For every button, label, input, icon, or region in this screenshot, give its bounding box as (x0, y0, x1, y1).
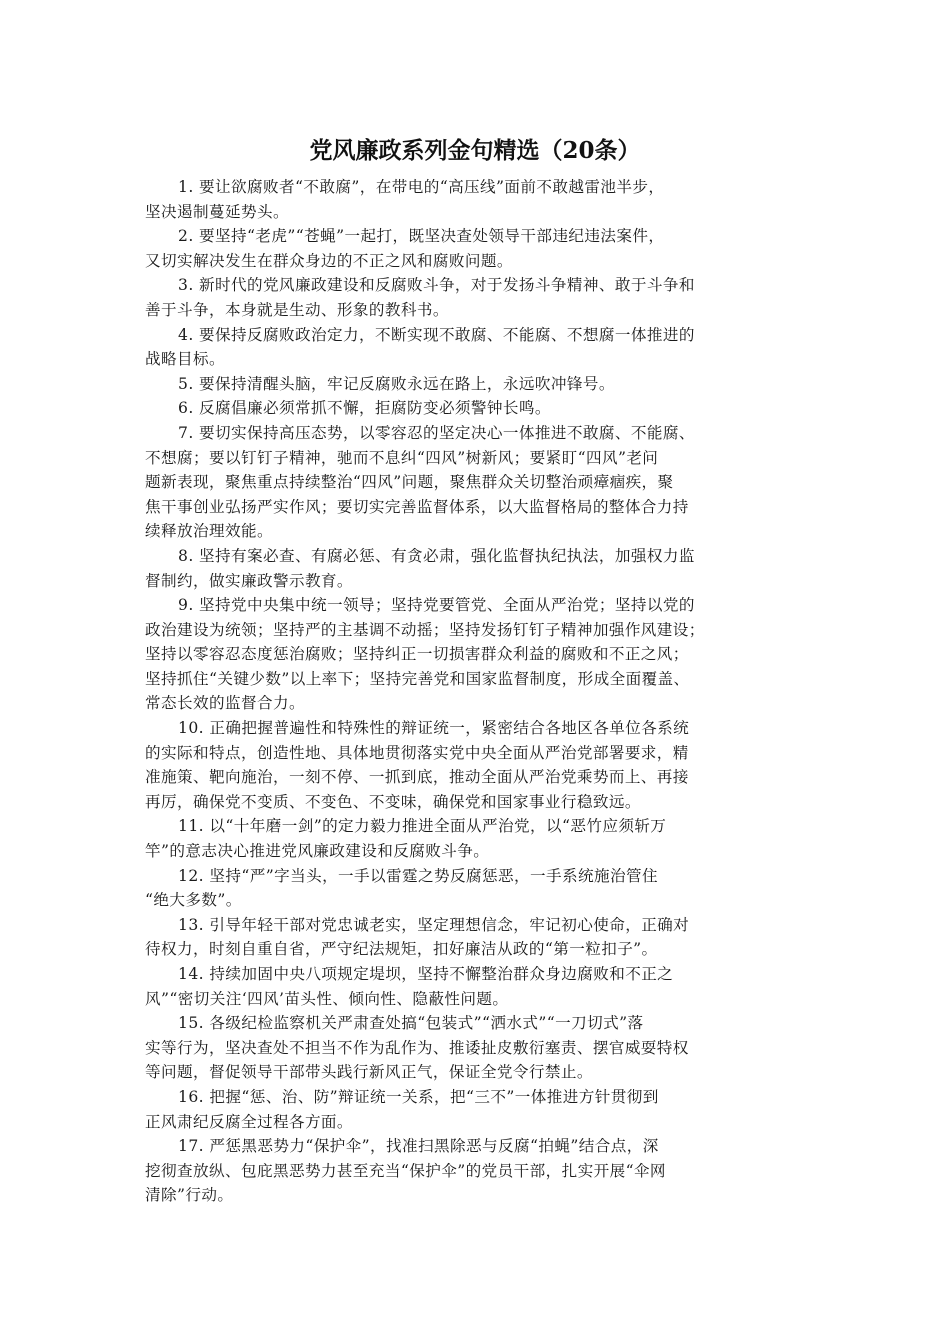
text-line: 15. 各级纪检监察机关严肃查处搞“包装式”“洒水式”“一刀切式”落 (178, 1014, 644, 1033)
list-item (145, 396, 808, 421)
text-line: 实等行为，坚决查处不担当不作为乱作为、推诿扯皮敷衍塞责、摆官威耍特权 (145, 1038, 689, 1057)
text-line: 准施策、靶向施治，一刻不停、一抓到底，推动全面从严治党乘势而上、再接 (145, 768, 689, 787)
text-line: 10. 正确把握普遍性和特殊性的辩证统一，紧密结合各地区各单位各系统 (178, 719, 690, 738)
list-item (145, 175, 808, 224)
text-line: 6. 反腐倡廉必须常抓不懈，拒腐防变必须警钟长鸣。 (178, 399, 551, 418)
text-line: 战略目标。 (145, 350, 225, 369)
text-line: 4. 要保持反腐败政治定力，不断实现不敢腐、不能腐、不想腐一体推进的 (178, 325, 695, 344)
list-item (145, 273, 808, 322)
text-line: 13. 引导年轻干部对党忠诚老实，坚定理想信念，牢记初心使命，正确对 (178, 915, 690, 934)
text-line: 题新表现，聚焦重点持续整治“四风”问题，聚焦群众关切整治顽瘴痼疾，聚 (145, 473, 674, 492)
text-line: 竿”的意志决心推进党风廉政建设和反腐败斗争。 (145, 842, 490, 861)
text-line: 再厉，确保党不变质、不变色、不变味，确保党和国家事业行稳致远。 (145, 792, 641, 811)
list-item (145, 814, 808, 863)
text-line: 挖彻查放纵、包庇黑恶势力甚至充当“保护伞”的党员干部，扎实开展“伞网 (145, 1161, 666, 1180)
text-line: 等问题，督促领导干部带头践行新风正气，保证全党令行禁止。 (145, 1063, 593, 1082)
text-line: 政治建设为统领；坚持严的主基调不动摇；坚持发扬钉钉子精神加强作风建设； (145, 620, 705, 639)
text-line: 7. 要切实保持高压态势，以零容忍的坚定决心一体推进不敢腐、不能腐、 (178, 423, 695, 442)
text-line: 9. 坚持党中央集中统一领导；坚持党要管党、全面从严治党；坚持以党的 (178, 596, 695, 615)
text-line: 8. 坚持有案必查、有腐必惩、有贪必肃，强化监督执纪执法，加强权力监 (178, 546, 695, 565)
text-line: 又切实解决发生在群众身边的不正之风和腐败问题。 (145, 251, 513, 270)
text-line: 正风肃纪反腐全过程各方面。 (145, 1112, 353, 1131)
text-line: 坚决遏制蔓延势头。 (145, 202, 289, 221)
text-line: 3. 新时代的党风廉政建设和反腐败斗争，对于发扬斗争精神、敢于斗争和 (178, 276, 695, 295)
text-line: 坚持以零容忍态度惩治腐败；坚持纠正一切损害群众利益的腐败和不正之风； (145, 645, 689, 664)
text-line: 待权力，时刻自重自省，严守纪法规矩，扣好廉洁从政的“第一粒扣子”。 (145, 940, 658, 959)
list-item (145, 716, 808, 814)
list-item (145, 1011, 808, 1085)
list-item (145, 1134, 808, 1208)
list-item (145, 372, 808, 397)
text-line: 17. 严惩黑恶势力“保护伞”，找准扫黑除恶与反腐“拍蝇”结合点，深 (178, 1137, 659, 1156)
list-item (145, 323, 808, 372)
list-item (145, 962, 808, 1011)
list-item (145, 593, 808, 716)
list-item (145, 913, 808, 962)
text-line: 16. 把握“惩、治、防”辩证统一关系，把“三不”一体推进方针贯彻到 (178, 1087, 659, 1106)
list-item (145, 1085, 808, 1134)
text-line: 清除”行动。 (145, 1186, 234, 1205)
text-line: 不想腐；要以钉钉子精神，驰而不息纠“四风”树新风；要紧盯“四风”老问 (145, 448, 659, 467)
document-body (145, 175, 808, 1208)
text-line: 常态长效的监督合力。 (145, 694, 305, 713)
text-line: 坚持抓住“关键少数”以上率下；坚持完善党和国家监督制度，形成全面覆盖、 (145, 669, 690, 688)
text-line: 风”“密切关注‘四风’苗头性、倾向性、隐蔽性问题。 (145, 989, 509, 1008)
text-line: 14. 持续加固中央八项规定堤坝，坚持不懈整治群众身边腐败和不正之 (178, 965, 674, 983)
text-line: “绝大多数”。 (145, 891, 242, 910)
list-item (145, 864, 808, 913)
text-line: 的实际和特点，创造性地、具体地贯彻落实党中央全面从严治党部署要求，精 (145, 743, 689, 762)
text-line: 续释放治理效能。 (145, 522, 273, 541)
text-line: 督制约，做实廉政警示教育。 (145, 571, 353, 590)
text-line: 2. 要坚持“老虎”“苍蝇”一起打，既坚决查处领导干部违纪违法案件， (178, 227, 665, 246)
text-line: 焦干事创业弘扬严实作风；要切实完善监督体系，以大监督格局的整体合力持 (145, 497, 689, 516)
text-line: 12. 坚持“严”字当头，一手以雷霆之势反腐惩恶，一手系统施治管住 (178, 866, 658, 885)
document-title: 党风廉政系列金句精选（20条） (309, 137, 641, 164)
text-line: 善于斗争，本身就是生动、形象的教科书。 (145, 300, 449, 319)
text-line: 5. 要保持清醒头脑，牢记反腐败永远在路上，永远吹冲锋号。 (178, 374, 615, 393)
list-item (145, 544, 808, 593)
text-line: 11. 以“十年磨一剑”的定力毅力推进全面从严治党，以“恶竹应须斩万 (178, 817, 667, 836)
list-item (145, 421, 808, 544)
text-line: 1. 要让欲腐败者“不敢腐”，在带电的“高压线”面前不敢越雷池半步， (178, 178, 665, 196)
list-item (145, 224, 808, 273)
